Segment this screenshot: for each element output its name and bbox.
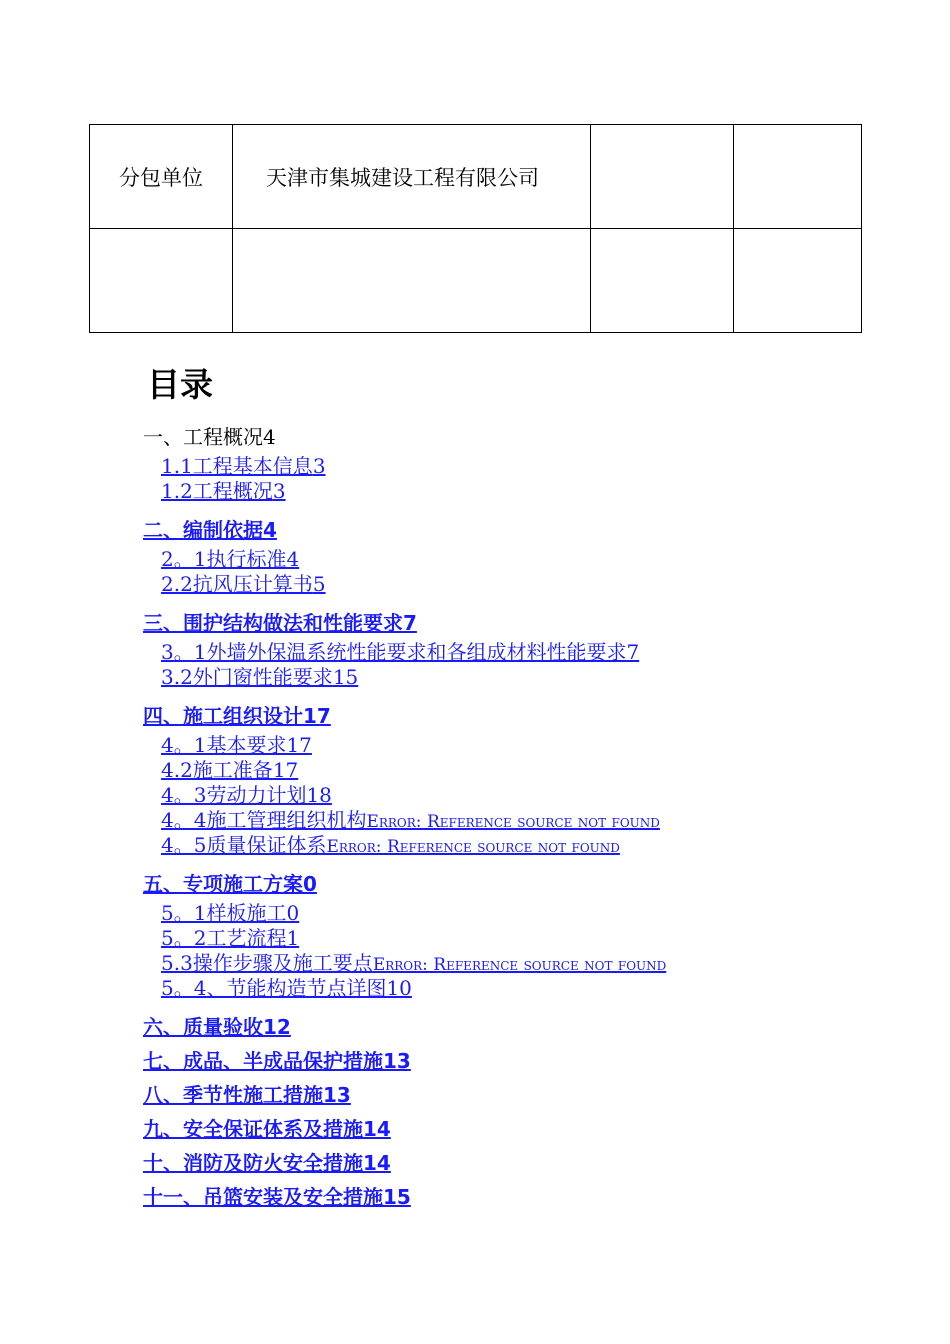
toc-chapter-link: [143, 420, 903, 454]
table-of-contents: [143, 420, 903, 1214]
toc-entry-page: 18: [306, 783, 332, 807]
toc-spacer: [143, 597, 903, 606]
toc-entry-text: [143, 1049, 411, 1074]
toc-entry-page: 15: [332, 665, 359, 689]
toc-spacer: [143, 504, 903, 513]
toc-spacer: [143, 858, 903, 867]
toc-entry-page: 17: [303, 703, 331, 728]
toc-section-link[interactable]: [143, 665, 903, 690]
toc-entry-page: 12: [263, 1014, 291, 1039]
toc-section-link[interactable]: [143, 901, 903, 926]
toc-entry-text: [161, 547, 299, 571]
toc-entry-title: 九、安全保证体系及措施: [143, 1116, 363, 1141]
table-cell: [591, 229, 734, 333]
toc-entry-page: 4: [263, 424, 276, 449]
table-row: [90, 125, 862, 229]
toc-entry-text: [143, 1015, 291, 1040]
toc-section-link[interactable]: [143, 833, 903, 858]
toc-chapter-link[interactable]: [143, 606, 903, 640]
toc-section-link[interactable]: [143, 479, 903, 504]
toc-entry-text: [161, 808, 660, 832]
toc-entry-text: [161, 733, 312, 757]
toc-entry-text: [161, 926, 299, 950]
toc-entry-title: 5。1样板施工: [161, 901, 287, 925]
toc-entry-page: 0: [286, 901, 300, 925]
toc-section-link[interactable]: [143, 572, 903, 597]
table-cell-label: 分包单位: [90, 125, 233, 229]
toc-section-link[interactable]: [143, 733, 903, 758]
toc-entry-page: 5: [312, 572, 326, 596]
toc-entry-page: 0: [303, 871, 317, 896]
toc-section-link[interactable]: [143, 640, 903, 665]
toc-spacer: [143, 690, 903, 699]
toc-entry-text: [143, 518, 277, 543]
toc-entry-title: 3.2外门窗性能要求: [161, 665, 333, 689]
toc-section-link[interactable]: [143, 808, 903, 833]
toc-entry-title: 5。2工艺流程: [161, 926, 287, 950]
toc-entry-page: 1: [286, 926, 300, 950]
toc-chapter-link[interactable]: [143, 1112, 903, 1146]
toc-entry-text: [161, 572, 326, 596]
toc-chapter-link[interactable]: [143, 1078, 903, 1112]
toc-entry-title: 4。3劳动力计划: [161, 783, 307, 807]
toc-entry-text: [161, 976, 412, 1000]
toc-chapter-link[interactable]: [143, 699, 903, 733]
toc-entry-title: 1.2工程概况: [161, 479, 273, 503]
toc-entry-text: [161, 454, 326, 478]
toc-chapter-link[interactable]: [143, 867, 903, 901]
toc-entry-title: 六、质量验收: [143, 1014, 263, 1039]
toc-entry-page: Error: Reference source not found: [366, 812, 660, 832]
toc-section-link[interactable]: [143, 547, 903, 572]
toc-section-link[interactable]: [143, 951, 903, 976]
toc-section-link[interactable]: [143, 454, 903, 479]
toc-entry-title: 5。4、节能构造节点详图: [161, 976, 387, 1000]
toc-entry-title: 4.2施工准备: [161, 758, 273, 782]
toc-entry-title: 4。5质量保证体系: [161, 833, 327, 857]
toc-entry-title: 5.3操作步骤及施工要点: [161, 951, 373, 975]
subcontractor-table: [89, 124, 862, 333]
table-cell: [734, 125, 862, 229]
toc-entry-page: 4: [263, 517, 277, 542]
toc-entry-text: [143, 1151, 391, 1176]
toc-entry-page: 13: [383, 1048, 411, 1073]
table-row: [90, 229, 862, 333]
toc-entry-title: 二、编制依据: [143, 517, 263, 542]
toc-entry-text: [143, 1083, 351, 1108]
toc-chapter-link[interactable]: [143, 1180, 903, 1214]
toc-entry-text: [161, 665, 358, 689]
toc-entry-text: [161, 758, 298, 782]
toc-entry-title: 4。1基本要求: [161, 733, 287, 757]
toc-entry-text: [143, 1117, 391, 1142]
toc-entry-page: 10: [386, 976, 412, 1000]
toc-entry-page: Error: Reference source not found: [326, 837, 620, 857]
toc-section-link[interactable]: [143, 976, 903, 1001]
toc-entry-page: 17: [272, 758, 299, 782]
toc-entry-title: 十一、吊篮安装及安全措施: [143, 1184, 383, 1209]
toc-chapter-link[interactable]: [143, 1044, 903, 1078]
toc-spacer: [143, 1001, 903, 1010]
toc-entry-text: [161, 640, 639, 664]
table-cell: [734, 229, 862, 333]
toc-entry-text: [143, 611, 417, 636]
toc-entry-text: [161, 901, 299, 925]
toc-entry-text: [143, 872, 317, 897]
toc-entry-page: 3: [272, 479, 286, 503]
toc-section-link[interactable]: [143, 783, 903, 808]
toc-entry-text: [161, 479, 286, 503]
toc-entry-page: Error: Reference source not found: [372, 955, 667, 975]
table-cell-company: 天津市集城建设工程有限公司: [233, 125, 591, 229]
toc-entry-title: 3。1外墙外保温系统性能要求和各组成材料性能要求: [161, 640, 627, 664]
toc-entry-title: 一、工程概况: [143, 424, 263, 449]
toc-entry-title: 4。4施工管理组织机构: [161, 808, 367, 832]
toc-entry-page: 7: [403, 610, 417, 635]
toc-entry-text: [143, 1185, 411, 1210]
toc-entry-title: 八、季节性施工措施: [143, 1082, 323, 1107]
toc-chapter-link[interactable]: [143, 513, 903, 547]
toc-entry-text: [143, 425, 276, 450]
toc-entry-text: [161, 951, 666, 975]
toc-entry-page: 7: [626, 640, 640, 664]
toc-entry-page: 3: [312, 454, 326, 478]
toc-entry-page: 14: [363, 1116, 391, 1141]
toc-section-link[interactable]: [143, 926, 903, 951]
toc-entry-title: 1.1工程基本信息: [161, 454, 313, 478]
toc-entry-title: 三、围护结构做法和性能要求: [143, 610, 403, 635]
toc-entry-page: 14: [363, 1150, 391, 1175]
toc-section-link[interactable]: [143, 758, 903, 783]
toc-chapter-link[interactable]: [143, 1146, 903, 1180]
toc-entry-title: 2。1执行标准: [161, 547, 287, 571]
toc-entry-title: 七、成品、半成品保护措施: [143, 1048, 383, 1073]
toc-entry-page: 13: [323, 1082, 351, 1107]
toc-entry-page: 17: [286, 733, 312, 757]
toc-entry-text: [143, 704, 331, 729]
toc-entry-title: 十、消防及防火安全措施: [143, 1150, 363, 1175]
toc-title: 目录: [147, 365, 213, 404]
toc-chapter-link[interactable]: [143, 1010, 903, 1044]
table-cell: [591, 125, 734, 229]
toc-entry-title: 2.2抗风压计算书: [161, 572, 313, 596]
toc-entry-text: [161, 833, 620, 857]
toc-entry-page: 4: [286, 547, 300, 571]
toc-entry-page: 15: [383, 1184, 411, 1209]
toc-entry-text: [161, 783, 332, 807]
table-cell: [233, 229, 591, 333]
toc-entry-title: 五、专项施工方案: [143, 871, 303, 896]
toc-entry-title: 四、施工组织设计: [143, 703, 303, 728]
table-cell: [90, 229, 233, 333]
